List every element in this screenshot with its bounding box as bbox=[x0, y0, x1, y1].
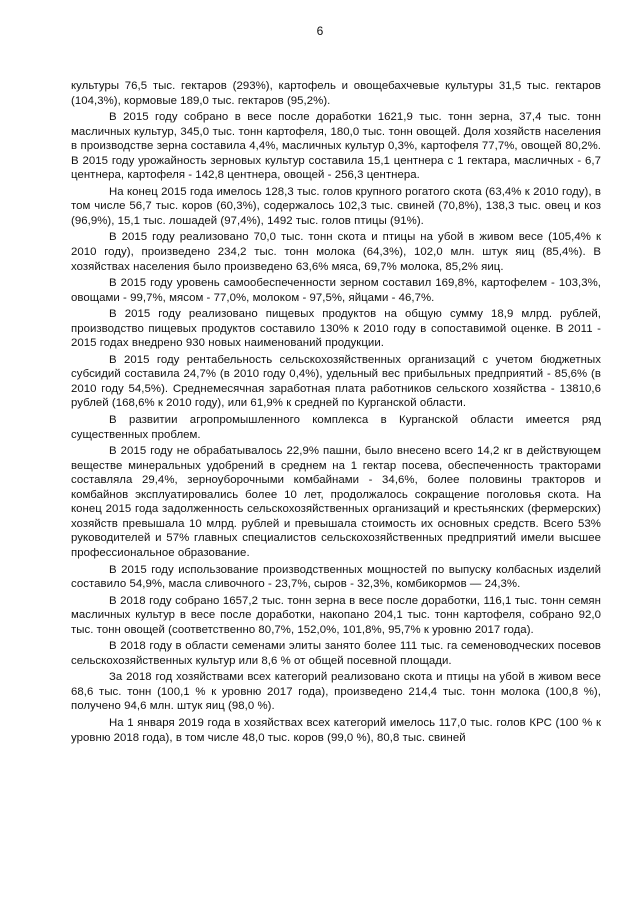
paragraph: На конец 2015 года имелось 128,3 тыс. голов крупного рогатого скота (63,4% к 2010 году), в том числе 56,7 тыс. коров (60,3%), содержалось 102,3 тыс. свиней (70,8%), 138,3 тыс. овец и коз (96,9%), 15,1 тыс. лошадей (97,4%), 1492 тыс. голов птицы (91%). bbox=[71, 185, 601, 227]
paragraph: В 2015 году не обрабатывалось 22,9% пашни, было внесено всего 14,2 кг в действующем веществе минеральных удобрений в среднем на 1 гектар посева, обеспеченность тракторами составляла 29,4%, зерноуборочными комбайнами - 34,6%, более половины тракторов и комбайнов эксплуатировались более 10 лет, продолжалось сокращение поголовья скота. На конец 2015 года задолженность сельскохозяйственных организаций и крестьянских (фермерских) хозяйств превышала 10 млрд. рублей и превышала стоимость их основных средств. Всего 53% руководителей и 57% главных специалистов сельскохозяйственных предприятий имели высшее профессиональное образование. bbox=[71, 445, 601, 559]
paragraph: В 2015 году собрано в весе после доработки 1621,9 тыс. тонн зерна, 37,4 тыс. тонн масличных культур, 345,0 тыс. тонн картофеля, 180,0 тыс. тонн овощей. Доля хозяйств населения в производстве зерна составила 4,4%, масличных культур 0,3%, картофеля 77,7%, овощей 80,2%. В 2015 году урожайность зерновых культур составила 15,1 центнера с 1 гектара, масличных - 6,7 центнера, картофеля - 142,8 центнера, овощей - 256,3 центнера. bbox=[71, 111, 601, 182]
paragraph: На 1 января 2019 года в хозяйствах всех категорий имелось 117,0 тыс. голов КРС (100 % к уровню 2018 года), в том числе 48,0 тыс. коров (99,0 %), 80,8 тыс. свиней bbox=[71, 716, 601, 744]
paragraph: За 2018 год хозяйствами всех категорий реализовано скота и птицы на убой в живом весе 68,6 тыс. тонн (100,1 % к уровню 2017 года), произведено 214,4 тыс. тонн молока (100,8 %), получено 94,6 млн. штук яиц (98,0 %). bbox=[71, 671, 601, 713]
document-body bbox=[71, 79, 601, 745]
paragraph: В 2018 году собрано 1657,2 тыс. тонн зерна в весе после доработки, 116,1 тыс. тонн семян масличных культур в весе после доработки, накопано 204,1 тыс. тонн картофеля, собрано 92,0 тыс. тонн овощей (соответственно 80,7%, 152,0%, 101,8%, 95,7% к уровню 2017 года). bbox=[71, 594, 601, 636]
paragraph: В 2015 году уровень самообеспеченности зерном составил 169,8%, картофелем - 103,3%, овощами - 99,7%, мясом - 77,0%, молоком - 97,5%, яйцами - 46,7%. bbox=[71, 277, 601, 304]
paragraph: В 2015 году реализовано пищевых продуктов на общую сумму 18,9 млрд. рублей, производство пищевых продуктов составило 130% к 2010 году в сопоставимой оценке. В 2011 - 2015 годах внедрено 930 новых наименований продукции. bbox=[71, 308, 601, 350]
page-number: 6 bbox=[316, 24, 324, 38]
paragraph: В развитии агропромышленного комплекса в Курганской области имеется ряд существенных проблем. bbox=[71, 414, 601, 441]
paragraph: В 2015 году использование производственных мощностей по выпуску колбасных изделий составило 54,9%, масла сливочного - 23,7%, сыров - 32,3%, комбикормов — 24,3%. bbox=[71, 563, 601, 591]
paragraph: В 2015 году реализовано 70,0 тыс. тонн скота и птицы на убой в живом весе (105,4% к 2010 году), произведено 234,2 тыс. тонн молока (64,3%), 102,0 млн. штук яиц (85,4%). В хозяйствах населения было произведено 63,6% мяса, 69,7% молока, 85,2% яиц. bbox=[71, 231, 601, 273]
paragraph: В 2018 году в области семенами элиты занято более 111 тыс. га семеноводческих посевов сельскохозяйственных культур или 8,6 % от общей посевной площади. bbox=[71, 640, 601, 667]
paragraph: культуры 76,5 тыс. гектаров (293%), картофель и овощебахчевые культуры 31,5 тыс. гектаров (104,3%), кормовые 189,0 тыс. гектаров (95,2%). bbox=[71, 80, 601, 107]
paragraph: В 2015 году рентабельность сельскохозяйственных организаций с учетом бюджетных субсидий составила 24,7% (в 2010 году 0,4%), удельный вес прибыльных предприятий - 85,6% (в 2010 году 54,5%). Среднемесячная заработная плата работников сельского хозяйства - 13810,6 рублей (168,6% к 2010 году), или 61,9% к средней по Курганской области. bbox=[71, 353, 601, 410]
